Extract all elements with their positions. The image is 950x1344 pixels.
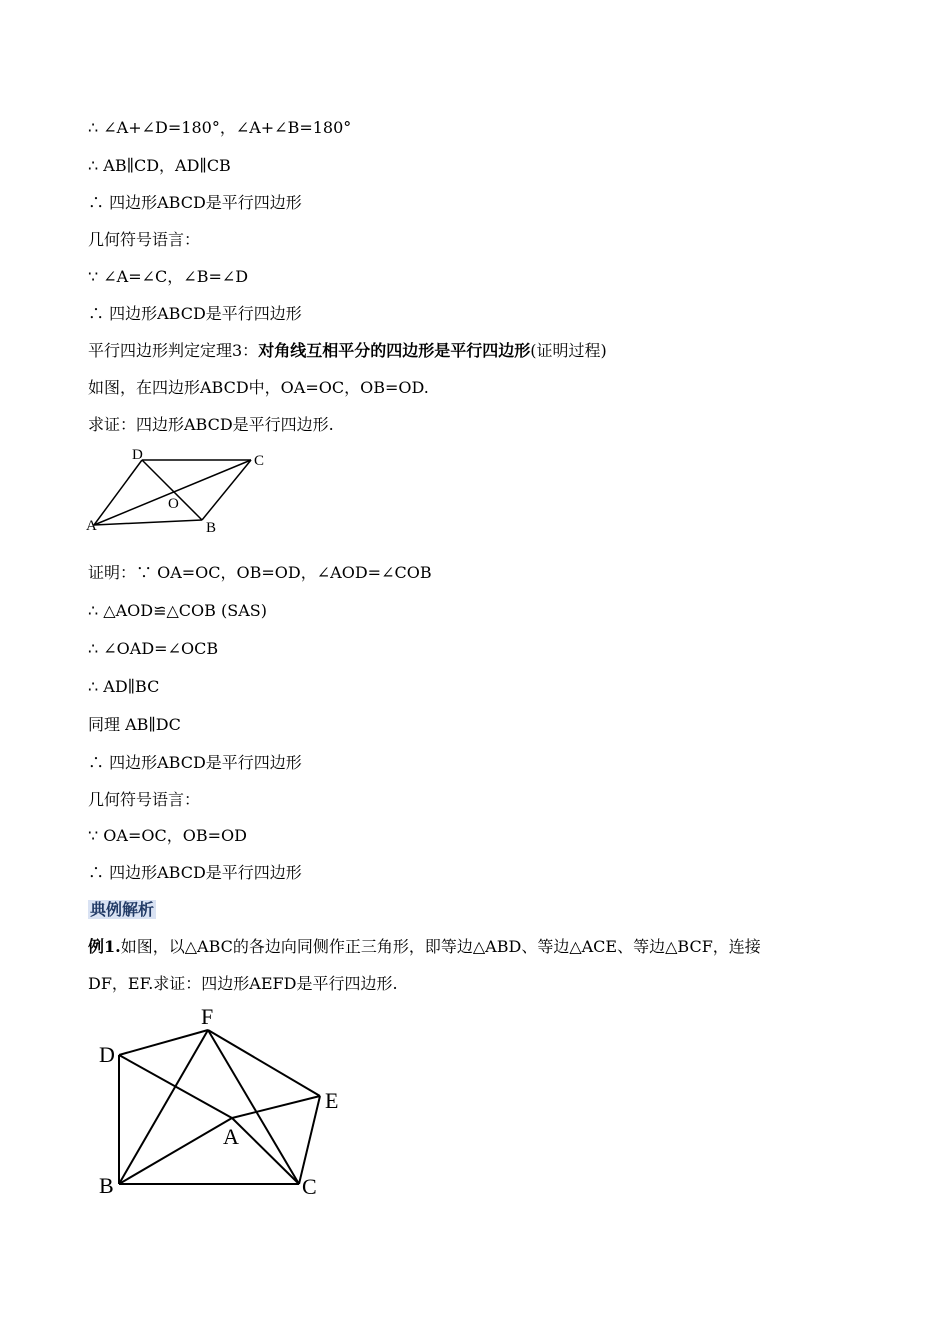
example-line-2: DF，EF.求证：四边形AEFD是平行四边形.	[88, 974, 398, 993]
section-heading-text: 典例解析	[90, 900, 155, 919]
segment-da	[119, 1055, 232, 1118]
label-b2: B	[99, 1173, 114, 1198]
proof-line-2: ∴ AB∥CD，AD∥CB	[88, 156, 231, 175]
example-label: 例1.	[88, 937, 121, 956]
symbol-line-2: ∴ 四边形ABCD是平行四边形	[88, 304, 302, 323]
proof-step-4: ∴ AD∥BC	[88, 677, 160, 696]
proof-step-6: ∴ 四边形ABCD是平行四边形	[88, 753, 302, 772]
segment-fe	[208, 1030, 320, 1096]
proof-step-3: ∴ ∠OAD=∠OCB	[88, 639, 219, 658]
label-e: E	[325, 1088, 339, 1113]
example-1	[88, 936, 868, 995]
proof-step-2: ∴ △AOD≌△COB (SAS)	[88, 601, 267, 620]
symbol-language-label-1: 几何符号语言：	[88, 230, 201, 249]
segment-fb	[119, 1030, 208, 1184]
proof-line-1: ∴ ∠A+∠D=180°，∠A+∠B=180°	[88, 118, 352, 137]
theorem-3-statement: 对角线互相平分的四边形是平行四边形	[258, 341, 531, 360]
section-heading	[88, 899, 156, 921]
symbol-step-1: ∵ OA=OC，OB=OD	[88, 826, 247, 845]
segment-fc	[208, 1030, 299, 1184]
label-f: F	[201, 1004, 214, 1029]
side-ab	[94, 520, 202, 525]
given-statement: 如图，在四边形ABCD中，OA=OC，OB=OD.	[88, 378, 429, 397]
theorem-3-prefix: 平行四边形判定定理3：	[88, 341, 259, 360]
proof-step-5: 同理 AB∥DC	[88, 715, 181, 734]
label-a: A	[86, 518, 97, 534]
symbol-line-1: ∵ ∠A=∠C，∠B=∠D	[88, 267, 249, 286]
symbol-language-label-2: 几何符号语言：	[88, 790, 201, 809]
proof-step-1: 证明：∵ OA=OC，OB=OD，∠AOD=∠COB	[88, 563, 432, 582]
parallelogram-figure	[80, 440, 280, 540]
segment-ae	[232, 1096, 320, 1118]
label-a2: A	[223, 1124, 239, 1149]
label-c: C	[254, 453, 265, 469]
theorem-3-suffix: (证明过程)	[530, 341, 607, 360]
label-d: D	[132, 447, 143, 463]
label-o: O	[168, 496, 179, 512]
symbol-step-2: ∴ 四边形ABCD是平行四边形	[88, 863, 302, 882]
equilateral-figure	[90, 1000, 360, 1205]
proof-line-3: ∴ 四边形ABCD是平行四边形	[88, 193, 302, 212]
label-c2: C	[302, 1174, 317, 1199]
label-b: B	[206, 520, 217, 536]
label-d2: D	[99, 1042, 115, 1067]
theorem-3	[88, 340, 607, 362]
segment-ec	[299, 1096, 320, 1184]
example-line-1: 如图，以△ABC的各边向同侧作正三角形，即等边△ABD、等边△ACE、等边△BCF，连接	[120, 937, 761, 956]
side-bc	[202, 460, 251, 520]
prove-statement: 求证：四边形ABCD是平行四边形.	[88, 415, 334, 434]
segment-ab	[119, 1118, 232, 1184]
